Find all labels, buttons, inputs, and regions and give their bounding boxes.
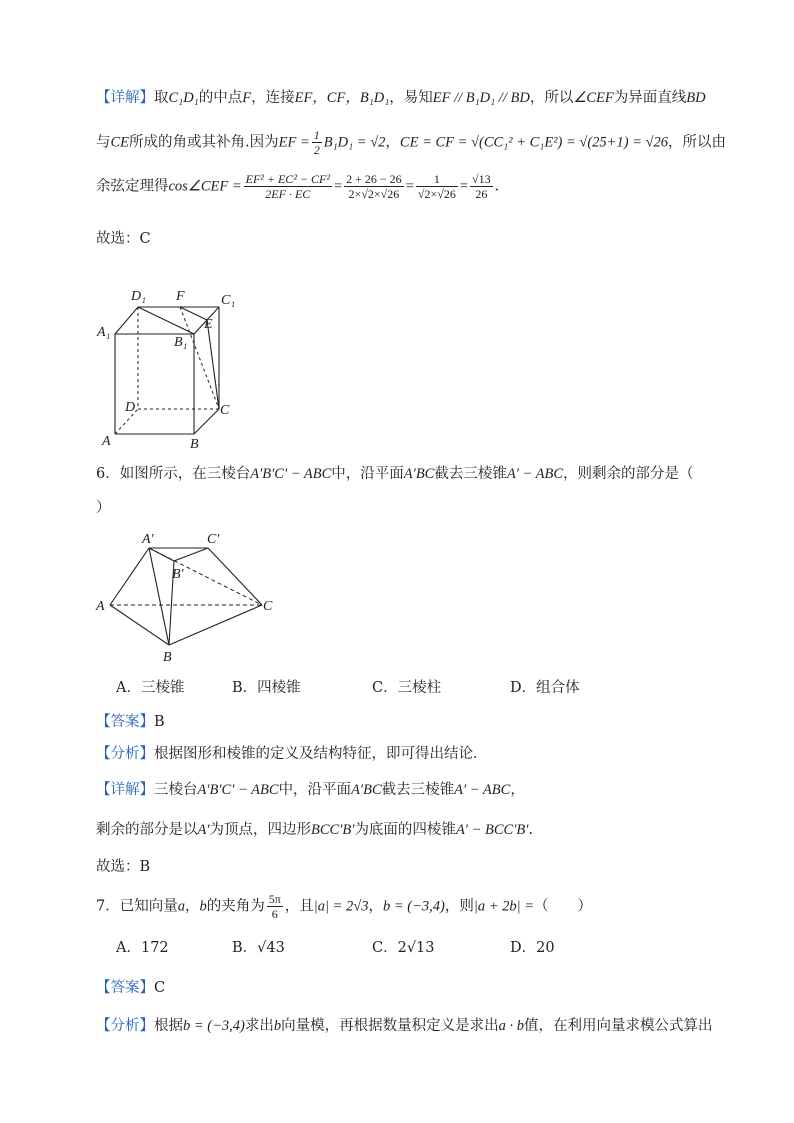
question-6: 6．如图所示，在三棱台A′B′C′ − ABC中，沿平面A′BC截去三棱锥A′ − ABC，则剩余的部分是（ [96,466,694,482]
detail-6: 【详解】三棱台A′B′C′ − ABC中，沿平面A′BC截去三棱锥A′ − ABC， [96,782,525,798]
q6-option-a[interactable]: A．三棱锥 [116,680,185,696]
analysis-7: 【分析】根据b = (−3,4)求出b向量模，再根据数量积定义是求出a · b值，在利用向量求模公式算出 [96,1018,713,1034]
label-A1: A₁ [97,325,111,340]
detail-line-1: 【详解】取C₁D₁的中点F，连接EF，CF，B₁D₁，易知EF // B₁D₁ // BD，所以∠CEF为异面直线BD [96,90,706,106]
label-B1: B₁ [174,335,188,350]
detail-6-cont: 剩余的部分是以A′为顶点，四边形BCC′B′为底面的四棱锥A′ − BCC′B′. [96,822,534,838]
label-B: B [190,437,199,452]
q6-option-b[interactable]: B．四棱锥 [232,680,301,696]
detail-line-3: 余弦定理得cos∠CEF = $\frac{\text{EF² + EC² − CF²}}{2EF \cdot EC}$ = $\frac{2 + 26 - 26}{2\times√2\times√26}$ = $\frac{1}{√2\times√26}$ = $\frac{√13}{26}$ . [96,172,500,201]
question-6-cont: ） [96,500,111,516]
label-C1: C₁ [221,293,236,308]
detail-tag: 【详解】 [96,90,154,106]
q7-option-b[interactable]: B．√43 [232,940,285,956]
detail-line-2: 与CE所成的角或其补角.因为EF = $\frac{1}{2}$ B₁D₁ = √2，CE = CF = √(CC₁² + C₁E²) = √(25+1) = √26，所以由 [96,128,727,157]
label-A: A [102,434,111,449]
label-D: D [125,400,136,415]
label-A-prime: A′ [142,532,154,547]
label-E: E [204,317,213,332]
label-B-prime: B′ [172,567,184,582]
answer-7: 【答案】C [96,980,166,996]
angle-fraction: $\frac{5\pi}{6}$ [268,892,281,921]
fraction-2: $\frac{2 + 26 - 26}{2\times√2\times√26}$ [346,172,402,201]
label-F: F [176,289,185,304]
frustum-figure [92,528,292,668]
label-C2: C [263,599,273,614]
fraction-4: $\frac{√13}{26}$ [472,172,491,201]
q7-option-c[interactable]: C．2√13 [372,940,435,956]
q7-option-d[interactable]: D．20 [510,940,555,956]
fraction-3: $\frac{1}{√2\times√26}$ [417,172,456,201]
answer-line-6: 故选：B [96,859,151,875]
label-C: C [220,403,230,418]
answer-6: 【答案】B [96,714,165,730]
q6-option-d[interactable]: D．组合体 [510,680,580,696]
q7-option-a[interactable]: A．172 [116,940,169,956]
cosine-fraction: $\frac{\text{EF² + EC² − CF²}}{2EF \cdot EC}$ [245,172,330,201]
label-C-prime: C′ [207,532,220,547]
question-7: 7．已知向量a，b的夹角为 $\frac{5\pi}{6}$ ，且|a| = 2√3，b = (−3,4)，则|a + 2b| =（ ） [96,892,593,921]
analysis-6: 【分析】根据图形和棱锥的定义及结构特征，即可得出结论． [96,746,488,762]
prism-figure [92,284,252,454]
fraction-half: $\frac{1}{2}$ [313,128,320,157]
label-B2: B [163,650,172,665]
q6-option-c[interactable]: C．三棱柱 [372,680,442,696]
label-A2: A [96,599,105,614]
answer-line-5: 故选：C [96,231,151,247]
label-D1: D₁ [131,289,146,304]
